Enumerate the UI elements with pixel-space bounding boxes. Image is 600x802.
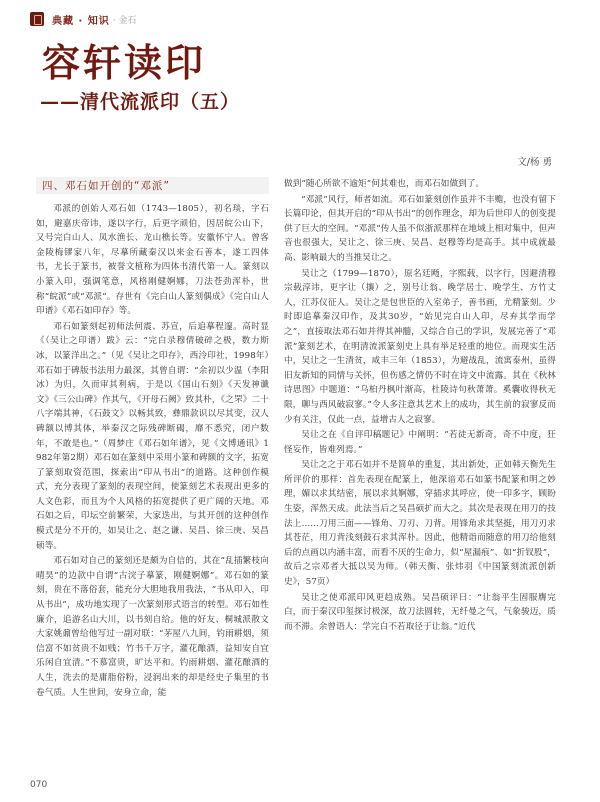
paragraph: 吴让之在《自评印稿题记》中阐明：“若徒无新奇，奇不中度，狂怪妄作，皆难列焉。” <box>284 430 556 455</box>
section-heading: 四、邓石如开创的“邓派” <box>42 180 170 192</box>
paragraph: 吴让之之于邓石如并不是简单的重复，其出新处，正如韩天衡先生所评价的那样：首先表现在配篆上，他深谙邓石如篆书配篆和明之妙理，媚以求其结密，展以求其婀娜，穿插求其呼应，使一印多字，顾盼生姿，浑然天成。此法当后之吴昌硕扩而大之。其次是表现在用刀的技法上……刀用三面——锋角、刀刃、刀背。用锋角求其坚挺，用刀刃求其苍茫，用刀背浅刻鼓石求其浑朴。因此，他精诣而随意的用刀给他刻后的点画以内涵丰富，而看不厌的生命力，似“屋漏痕”、如“折钗股”，故后之宗邓者大抵以吴为师。（韩天衡、张炜羽《中国篆刻流派创新史》，57页） <box>284 460 556 588</box>
article-title: 容轩读印 <box>42 40 207 85</box>
paragraph: “邓派”风行，师者如流。邓石如篆刻创作虽并不丰赡，也没有留下长篇印论，但其开启的“印从书出”的创作理念，却为后世印人的创变提供了巨大的空间。“邓派”传人虽不似浙派那样在地域上相对集中，但声音也很强大，吴让之、徐三庚、吴昌、赵穆等均是高手。其中成就最高、影响最大的当推吴让之。 <box>284 194 556 263</box>
paragraph: 做到“随心所欲不逾矩”何其难也，而邓石如做到了。 <box>284 179 485 189</box>
magazine-logo-icon <box>30 12 44 26</box>
article-subtitle: ——清代流派印（五） <box>40 91 241 113</box>
header-subsection-label: · 金石 <box>112 15 137 26</box>
paragraph: 邓派的创始人邓石如（1743—1805），初名琰，字石如，避嘉庆帝讳，遂以字行，后更字顽伯，因居皖公山下，又号完白山人、凤水渔长、龙山樵长等。安徽怀宁人。曾客金陵梅镠家八年，尽摹所藏秦汉以来金石善本，遂工四体书，尤长于篆书，被誉文植称为四体书清代第一人。篆刻以小篆入印，强调笔意，风格刚健婀娜，刀法苍劲浑朴，世称“皖派”或“邓派”。存世有《完白山人篆刻偶成》《完白山人印谱》《邓石如印存》等。 <box>36 204 269 317</box>
page-number: 070 <box>30 780 48 790</box>
text-column-right <box>284 177 556 784</box>
section-heading-bar <box>36 177 269 194</box>
text-column-left <box>36 202 269 782</box>
header-section-label: 典藏 · 知识 <box>52 15 110 27</box>
page-header <box>30 10 137 28</box>
article-author: 文/杨 勇 <box>517 157 552 168</box>
paragraph: 邓石如对自己的篆刻还是颇为自信的，其在“乱插繁枝向晴昊”的边款中自谓“古浣子摹篆，刚健婀娜”。邓石如的篆刻，贵在不落俗套，能充分大胆地我用我法，“书从印入，印从书出”，成功地实现了一次篆刻形式语言的转型。邓石如性廉介，追游名山大川，以书刻自给。他的好友、桐城派散文大家姚鼐曾给他写过一副对联：“茅屋八九间，钓雨耕烟，须信富不如贫贵不如贱；竹书千万字，灌花酿酒，益知安自宜乐闲自宜清。”不慕富贵，旷达平和。钓雨耕烟、灌花酿酒的人生，洗去的是庸脂俗粉，浸润出来的却是经史子集里的书卷气质。人生世间，安身立命，能 <box>36 556 269 698</box>
paragraph: 吴让之（1799—1870），原名廷飏，字熙载，以字行，因避清穆宗载淳讳，更字让（攘）之，别号让翁、晚学居士、晚学生、方竹丈人，江苏仪征人。吴让之是包世臣的入室弟子，善书画，尤精篆刻。少时即追摹秦汉印作，及其30岁，“始见完白山人印，尽弃其学而学之”，直接取法邓石如并得其神髓，又综合自己的学识，发展完善了“邓派”篆刻艺术，在明清流派篆刻史上具有举足轻重的地位。而现实生活中，吴让之一生清贫，咸丰三年（1853），为避战乱，流寓泰州，虽得旧友新知的同情与关怀，但伤感之情仍不时在诗文中流露。其在《秋林诗思图》中题道：“乌桕丹枫叶渐高，杜陵诗句秋萧萧。奚囊收得秋无限，聊与西风破寂寥。”令人多注意其艺术上的成功，其生前的寂寥反而少有关注，仅此一点，益增古人之寂寥。 <box>284 268 556 425</box>
paragraph: 邓石如篆刻起初师法何震、苏宣，后追摹程邃。高时显《（吴让之印谱）跋》云：“完白录穆倩破碎之极，数力斯冰，以篆洋出之。”（见《吴让之印存》，西泠印社，1998年）邓石如于碑版书法用力最深，其曾自谓：“余初以少温（李阳冰）为归，久而审其利病，于是以《国山石刻》《天发神谶文》《三公山碑》作其气，《开母石阙》致其朴，《之罘》二十八字端其神，《石鼓文》以畅其致，彝鼎款识以尽其变，汉人碑额以博其体，举秦汉之际残碑断碣，靡不悉究，闭户数年，不敢是也。”（周梦庄《邓石如年谱》，见《文博通讯》1982年第2期）邓石如在篆刻中采用小篆和碑额的文字，拓宽了篆刻取资范围，探索出“印从书出”的道路。这种创作模式，充分表现了篆刻的表现空间，使篆刻艺术表现出更多的人文色彩，而且为个人风格的拓宽提供了更广阔的天地。邓石如之后，印坛空前繁荣，大家迭出，与其开创的这种创作模式是分不开的，如吴让之、赵之谦、吴昌、徐三庚、吴昌硕等。 <box>36 321 269 551</box>
paragraph: 吴让之使邓派印风更趋成熟。吴昌硕评曰：“让翁平生固服膺完白，而于秦汉印玺探讨极深，故刀法圆转，无纤曼之气，气象骏迈，质而不滞。余曾语人：学完白不若取径于让翁。”近代 <box>284 592 556 632</box>
